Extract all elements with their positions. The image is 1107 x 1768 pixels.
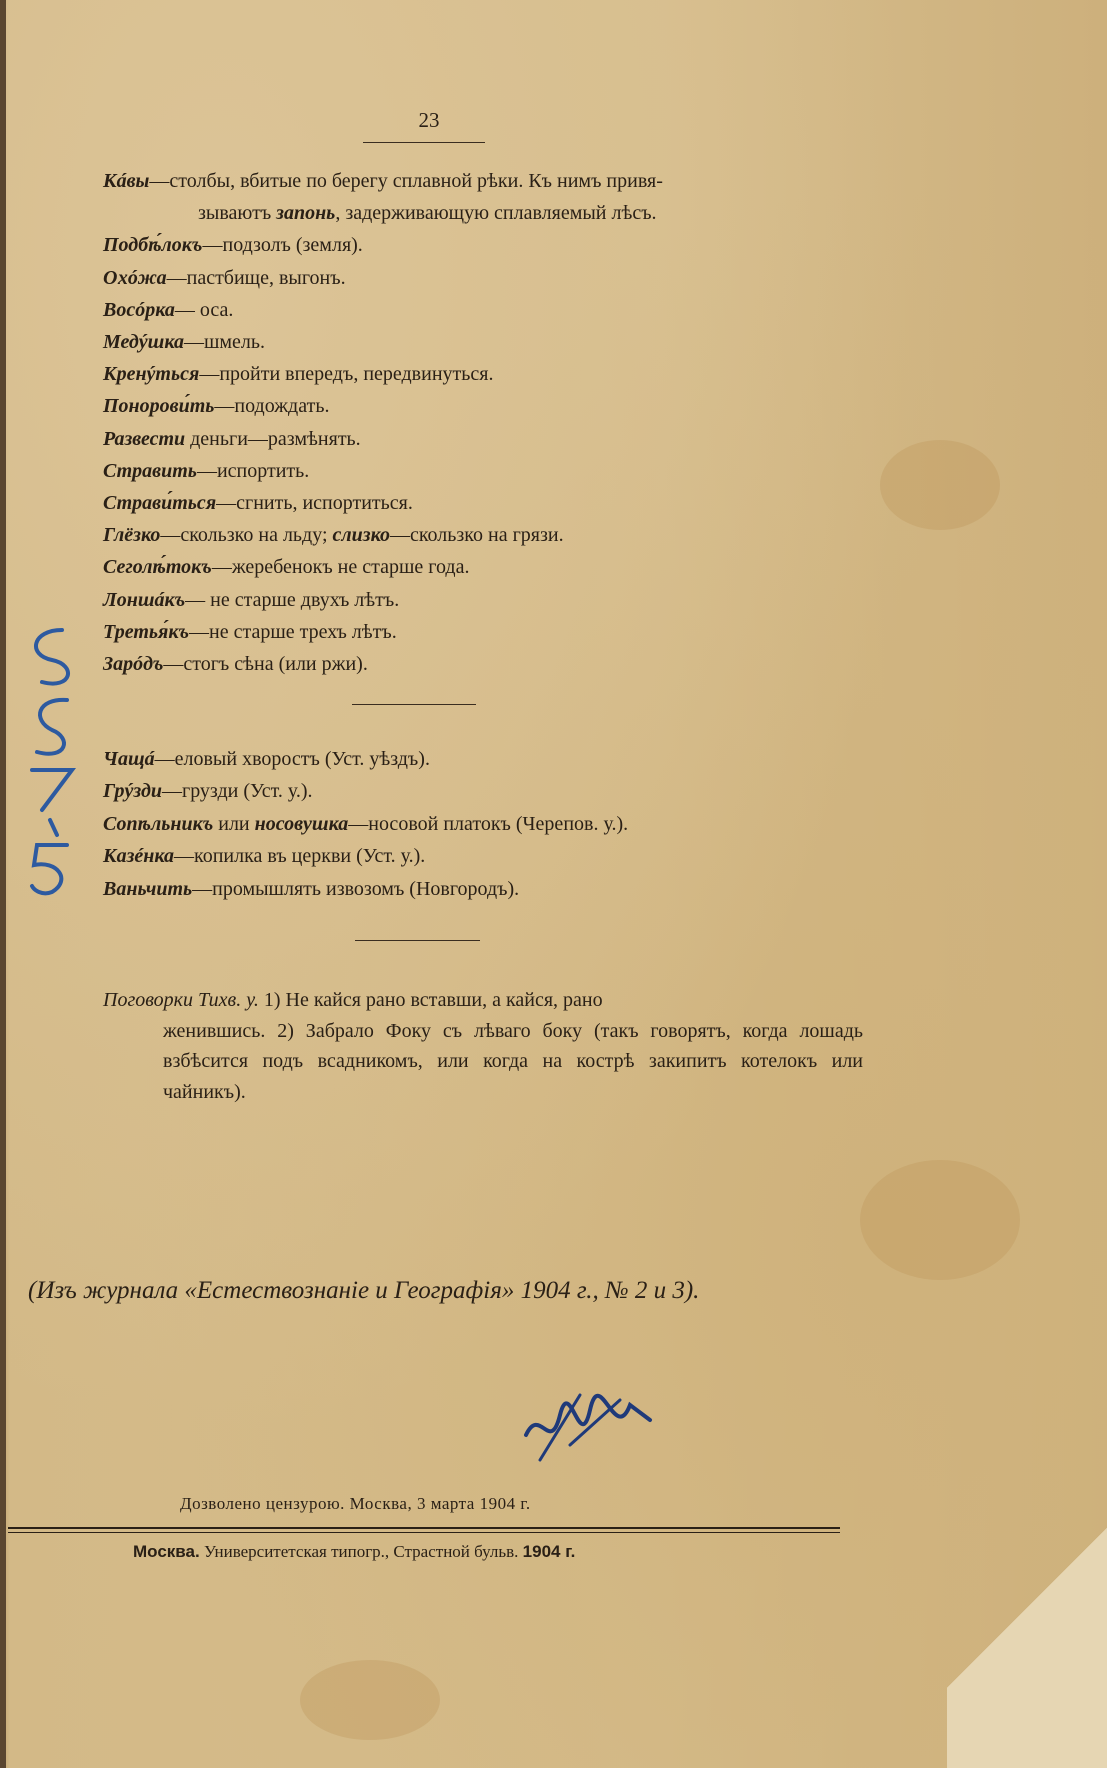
glossary-entry [103,423,873,455]
entry-definition: —стогъ сѣна (или ржи). [163,653,368,676]
entry-term-second: носовушка [254,812,349,835]
entry-definition: —столбы, вбитые по берегу сплавной рѣки. Къ нимъ привя- [149,170,663,192]
torn-corner [947,1448,1107,1768]
proverbs-heading: Поговорки Тихв. у. [103,989,259,1011]
printer-text: Университетская типогр., Страстной бульв. [199,1542,523,1561]
glossary-entry [103,519,873,551]
glossary-entry [103,262,873,294]
entry-term: Чащá [103,748,155,770]
header-rule [363,142,485,143]
entry-term: Казéнка [103,845,174,868]
entry-term-inline: запонь [276,202,336,225]
glossary-entry [103,808,873,840]
glossary-entry [103,775,873,807]
glossary-list-second [103,743,873,905]
glossary-entry [103,294,873,326]
glossary-entry [103,487,873,519]
entry-definition: —испортить. [196,459,310,482]
entry-definition: —грузди (Уст. у.). [161,780,313,803]
entry-term: Восóрка [103,298,175,321]
glossary-entry [103,165,873,229]
entry-definition: — не старше двухъ лѣтъ. [185,588,400,611]
entry-term: Ваньчить [103,877,193,900]
printer-year: 1904 г. [522,1542,576,1561]
entry-term: Страви́ться [103,492,217,515]
entry-definition-second: —скользко на грязи. [389,524,564,547]
entry-definition: —жеребенокъ не старше года. [211,556,470,579]
proverbs-paragraph [103,985,863,1107]
handwritten-inventory-number [22,620,82,900]
glossary-entry [103,358,873,390]
glossary-entry [103,840,873,872]
entry-term: Грýзди [103,780,162,803]
censorship-note: Дозволено цензурою. Москва, 3 марта 1904 г. [180,1494,531,1513]
entry-definition: —копилка въ церкви (Уст. у.). [174,845,426,868]
entry-continuation: зываютъ [198,202,277,225]
entry-term: Охóжа [103,266,167,289]
printer-city: Москва. [133,1542,200,1561]
proverbs-first-line: 1) Не кайся рано вставши, а кайся, рано [258,989,603,1011]
glossary-entry [103,648,873,680]
entry-term: Лоншáкъ [103,588,186,611]
printer-imprint [133,1542,575,1562]
entry-term-second: слизко [332,524,390,547]
glossary-entry [103,455,873,487]
entry-term: Кáвы [103,170,150,192]
section-divider [352,704,476,705]
entry-definition: —скользко на льду; [160,524,333,547]
glossary-entry [103,873,873,905]
entry-term: Третья́къ [103,620,190,643]
entry-definition: —пройти впередъ, передвинуться. [199,363,494,386]
entry-definition: —сгнить, испортиться. [216,492,413,515]
entry-term: Сопѣльникъ [103,812,214,835]
glossary-entry [103,390,873,422]
page-number: 23 [418,108,440,132]
glossary-entry [103,743,873,775]
entry-term: Развести [103,427,186,450]
section-divider [355,940,480,941]
entry-term: Медýшка [103,331,184,354]
entry-term: Подбѣ́локъ [103,234,203,257]
entry-definition: —шмель. [183,331,266,354]
entry-definition: —еловый хворостъ (Уст. уѣздъ). [154,748,430,770]
glossary-entry [103,616,873,648]
entry-term: Зарóдъ [103,653,164,676]
entry-term: Понорови́ть [103,395,215,418]
glossary-entry [103,326,873,358]
paper-stain [860,1160,1020,1280]
footer-rule [8,1527,840,1529]
entry-definition: или [213,812,255,835]
handwritten-stamp-mark [520,1385,660,1465]
paper-stain [880,440,1000,530]
glossary-entry [103,229,873,261]
entry-term: Стравить [103,459,197,482]
paper-stain [300,1660,440,1740]
proverbs-continuation: женившись. 2) Забрало Фоку съ лѣваго боку (такъ говорятъ, когда лошадь взбѣсится подъ всадникомъ, или когда на кострѣ закипитъ котелокъ или чайникъ). [163,1019,863,1103]
entry-definition: — оса. [174,298,234,321]
page-left-edge [0,0,6,1768]
entry-term: Глёзко [103,524,161,547]
glossary-entry [103,551,873,583]
entry-definition: —промышлять извозомъ (Новгородъ). [192,877,520,900]
source-citation: (Изъ журнала «Естествознаніе и Географія» 1904 г., № 2 и 3). [28,1277,700,1304]
entry-term: Сеголѣ́токъ [103,556,212,579]
entry-definition: —не старше трехъ лѣтъ. [189,620,397,643]
entry-definition: —подождать. [214,395,330,418]
entry-definition-second: —носовой платокъ (Черепов. у.). [348,812,629,835]
entry-term: Кренýться [103,363,200,386]
footer-rule [8,1532,840,1533]
entry-definition: —пастбище, выгонъ. [166,266,346,289]
entry-definition: —подзолъ (земля). [202,234,363,257]
glossary-list [103,165,873,680]
glossary-entry [103,584,873,616]
entry-definition: деньги—размѣнять. [185,427,361,450]
entry-continuation-text: , задерживающую сплавляемый лѣсъ. [335,202,657,225]
